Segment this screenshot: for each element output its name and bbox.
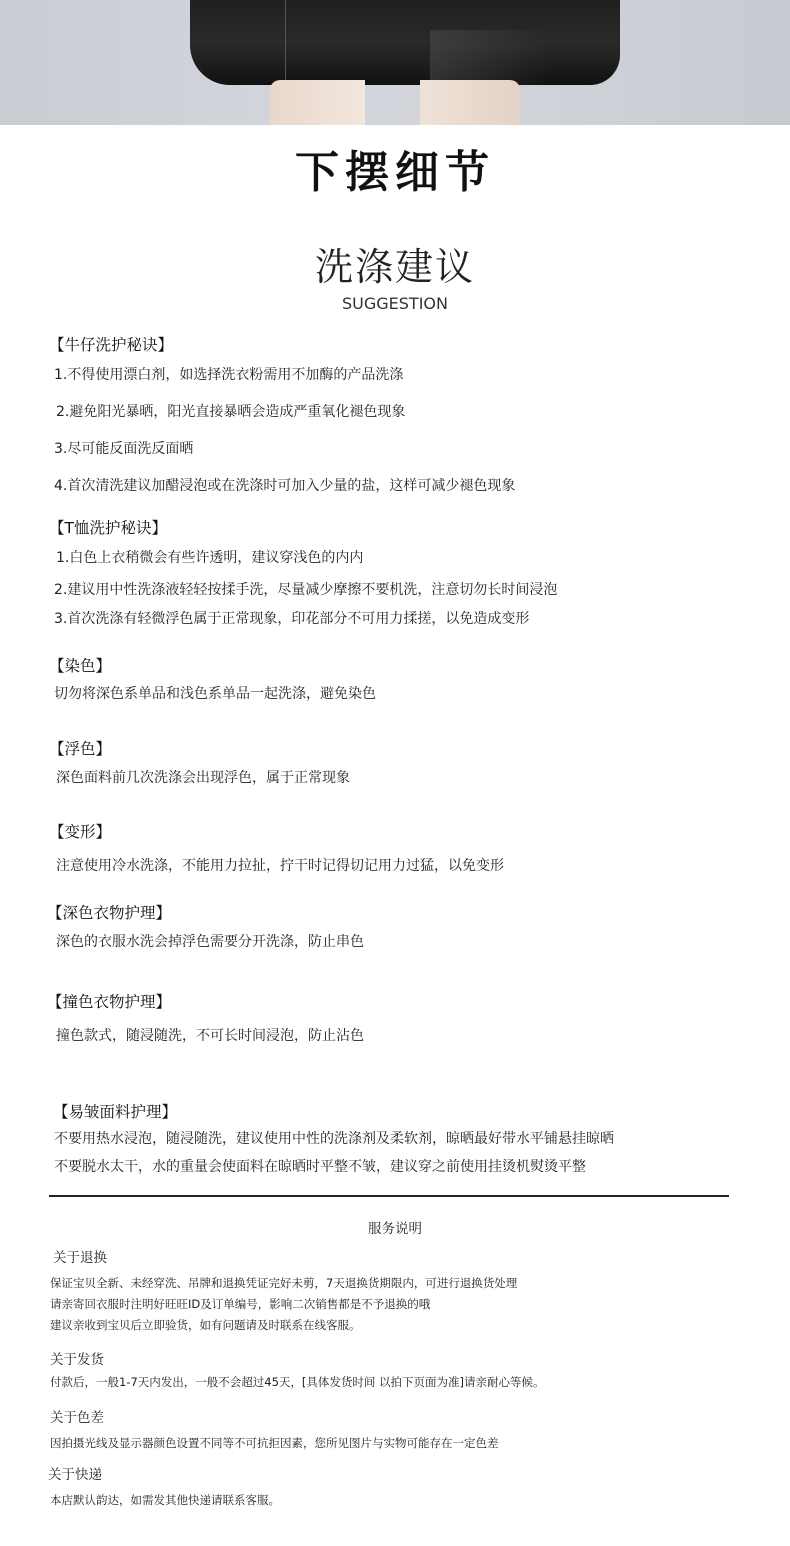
wrinkle-care-item: 不要脱水太干，水的重量会使面料在晾晒时平整不皱，建议穿之前使用挂烫机熨烫平整: [54, 1159, 586, 1175]
express-text: 本店默认韵达，如需发其他快递请联系客服。: [50, 1493, 280, 1507]
dark-care-text: 深色的衣服水洗会掉浮色需要分开洗涤，防止串色: [56, 934, 364, 950]
denim-item: 4.首次清洗建议加醋浸泡或在洗涤时可加入少量的盐，这样可减少褪色现象: [54, 478, 516, 494]
express-heading: 关于快递: [48, 1467, 102, 1483]
divider: [49, 1195, 729, 1197]
deform-heading: 【变形】: [49, 823, 112, 841]
denim-item: 3.尽可能反面洗反面晒: [54, 441, 194, 457]
denim-heading: 【牛仔洗护秘诀】: [49, 336, 174, 354]
hero-photo: [0, 0, 790, 125]
color-diff-text: 因拍摄光线及显示器颜色设置不同等不可抗拒因素，您所见图片与实物可能存在一定色差: [50, 1436, 499, 1450]
skirt-hem-image: [190, 0, 620, 85]
service-title: 服务说明: [368, 1221, 422, 1237]
section-title: 洗涤建议: [314, 245, 475, 289]
denim-item: 2.避免阳光暴晒，阳光直接暴晒会造成严重氧化褪色现象: [56, 404, 406, 420]
deform-text: 注意使用冷水洗涤，不能用力拉扯，拧干时记得切记用力过猛，以免变形: [56, 858, 504, 874]
wrinkle-care-item: 不要用热水浸泡，随浸随洗，建议使用中性的洗涤剂及柔软剂，晾晒最好带水平铺悬挂晾晒: [54, 1131, 614, 1147]
skirt-seam: [285, 0, 286, 85]
returns-item: 建议亲收到宝贝后立即验货，如有问题请及时联系在线客服。: [50, 1318, 361, 1332]
page-title: 下摆细节: [295, 147, 495, 198]
dye-text: 切勿将深色系单品和浅色系单品一起洗涤，避免染色: [54, 686, 376, 702]
color-diff-heading: 关于色差: [50, 1410, 104, 1426]
contrast-care-text: 撞色款式，随浸随洗，不可长时间浸泡，防止沾色: [56, 1028, 364, 1044]
contrast-care-heading: 【撞色衣物护理】: [47, 993, 172, 1011]
skirt-fold-highlight: [430, 30, 550, 85]
shipping-heading: 关于发货: [50, 1352, 104, 1368]
left-leg: [270, 80, 365, 125]
dye-heading: 【染色】: [49, 657, 112, 675]
float-heading: 【浮色】: [49, 740, 112, 758]
section-subtitle: SUGGESTION: [342, 294, 448, 313]
right-leg: [420, 80, 520, 125]
returns-heading: 关于退换: [53, 1250, 107, 1266]
returns-item: 请亲寄回衣服时注明好旺旺ID及订单编号，影响二次销售都是不予退换的哦: [50, 1297, 431, 1311]
float-text: 深色面料前几次洗涤会出现浮色，属于正常现象: [56, 770, 350, 786]
tshirt-item: 1.白色上衣稍微会有些许透明，建议穿浅色的内内: [56, 550, 364, 566]
shipping-text: 付款后，一般1-7天内发出，一般不会超过45天，[具体发货时间 以拍下页面为准]请亲耐心等候。: [50, 1375, 545, 1389]
denim-item: 1.不得使用漂白剂，如选择洗衣粉需用不加酶的产品洗涤: [54, 367, 404, 383]
tshirt-item: 3.首次洗涤有轻微浮色属于正常现象，印花部分不可用力揉搓，以免造成变形: [54, 611, 530, 627]
returns-item: 保证宝贝全新、未经穿洗、吊牌和退换凭证完好未剪，7天退换货期限内，可进行退换货处理: [50, 1276, 518, 1290]
tshirt-item: 2.建议用中性洗涤液轻轻按揉手洗，尽量减少摩擦不要机洗，注意切勿长时间浸泡: [54, 582, 558, 598]
tshirt-heading: 【T恤洗护秘诀】: [49, 519, 167, 537]
wrinkle-care-heading: 【易皱面料护理】: [53, 1103, 178, 1121]
dark-care-heading: 【深色衣物护理】: [47, 904, 172, 922]
